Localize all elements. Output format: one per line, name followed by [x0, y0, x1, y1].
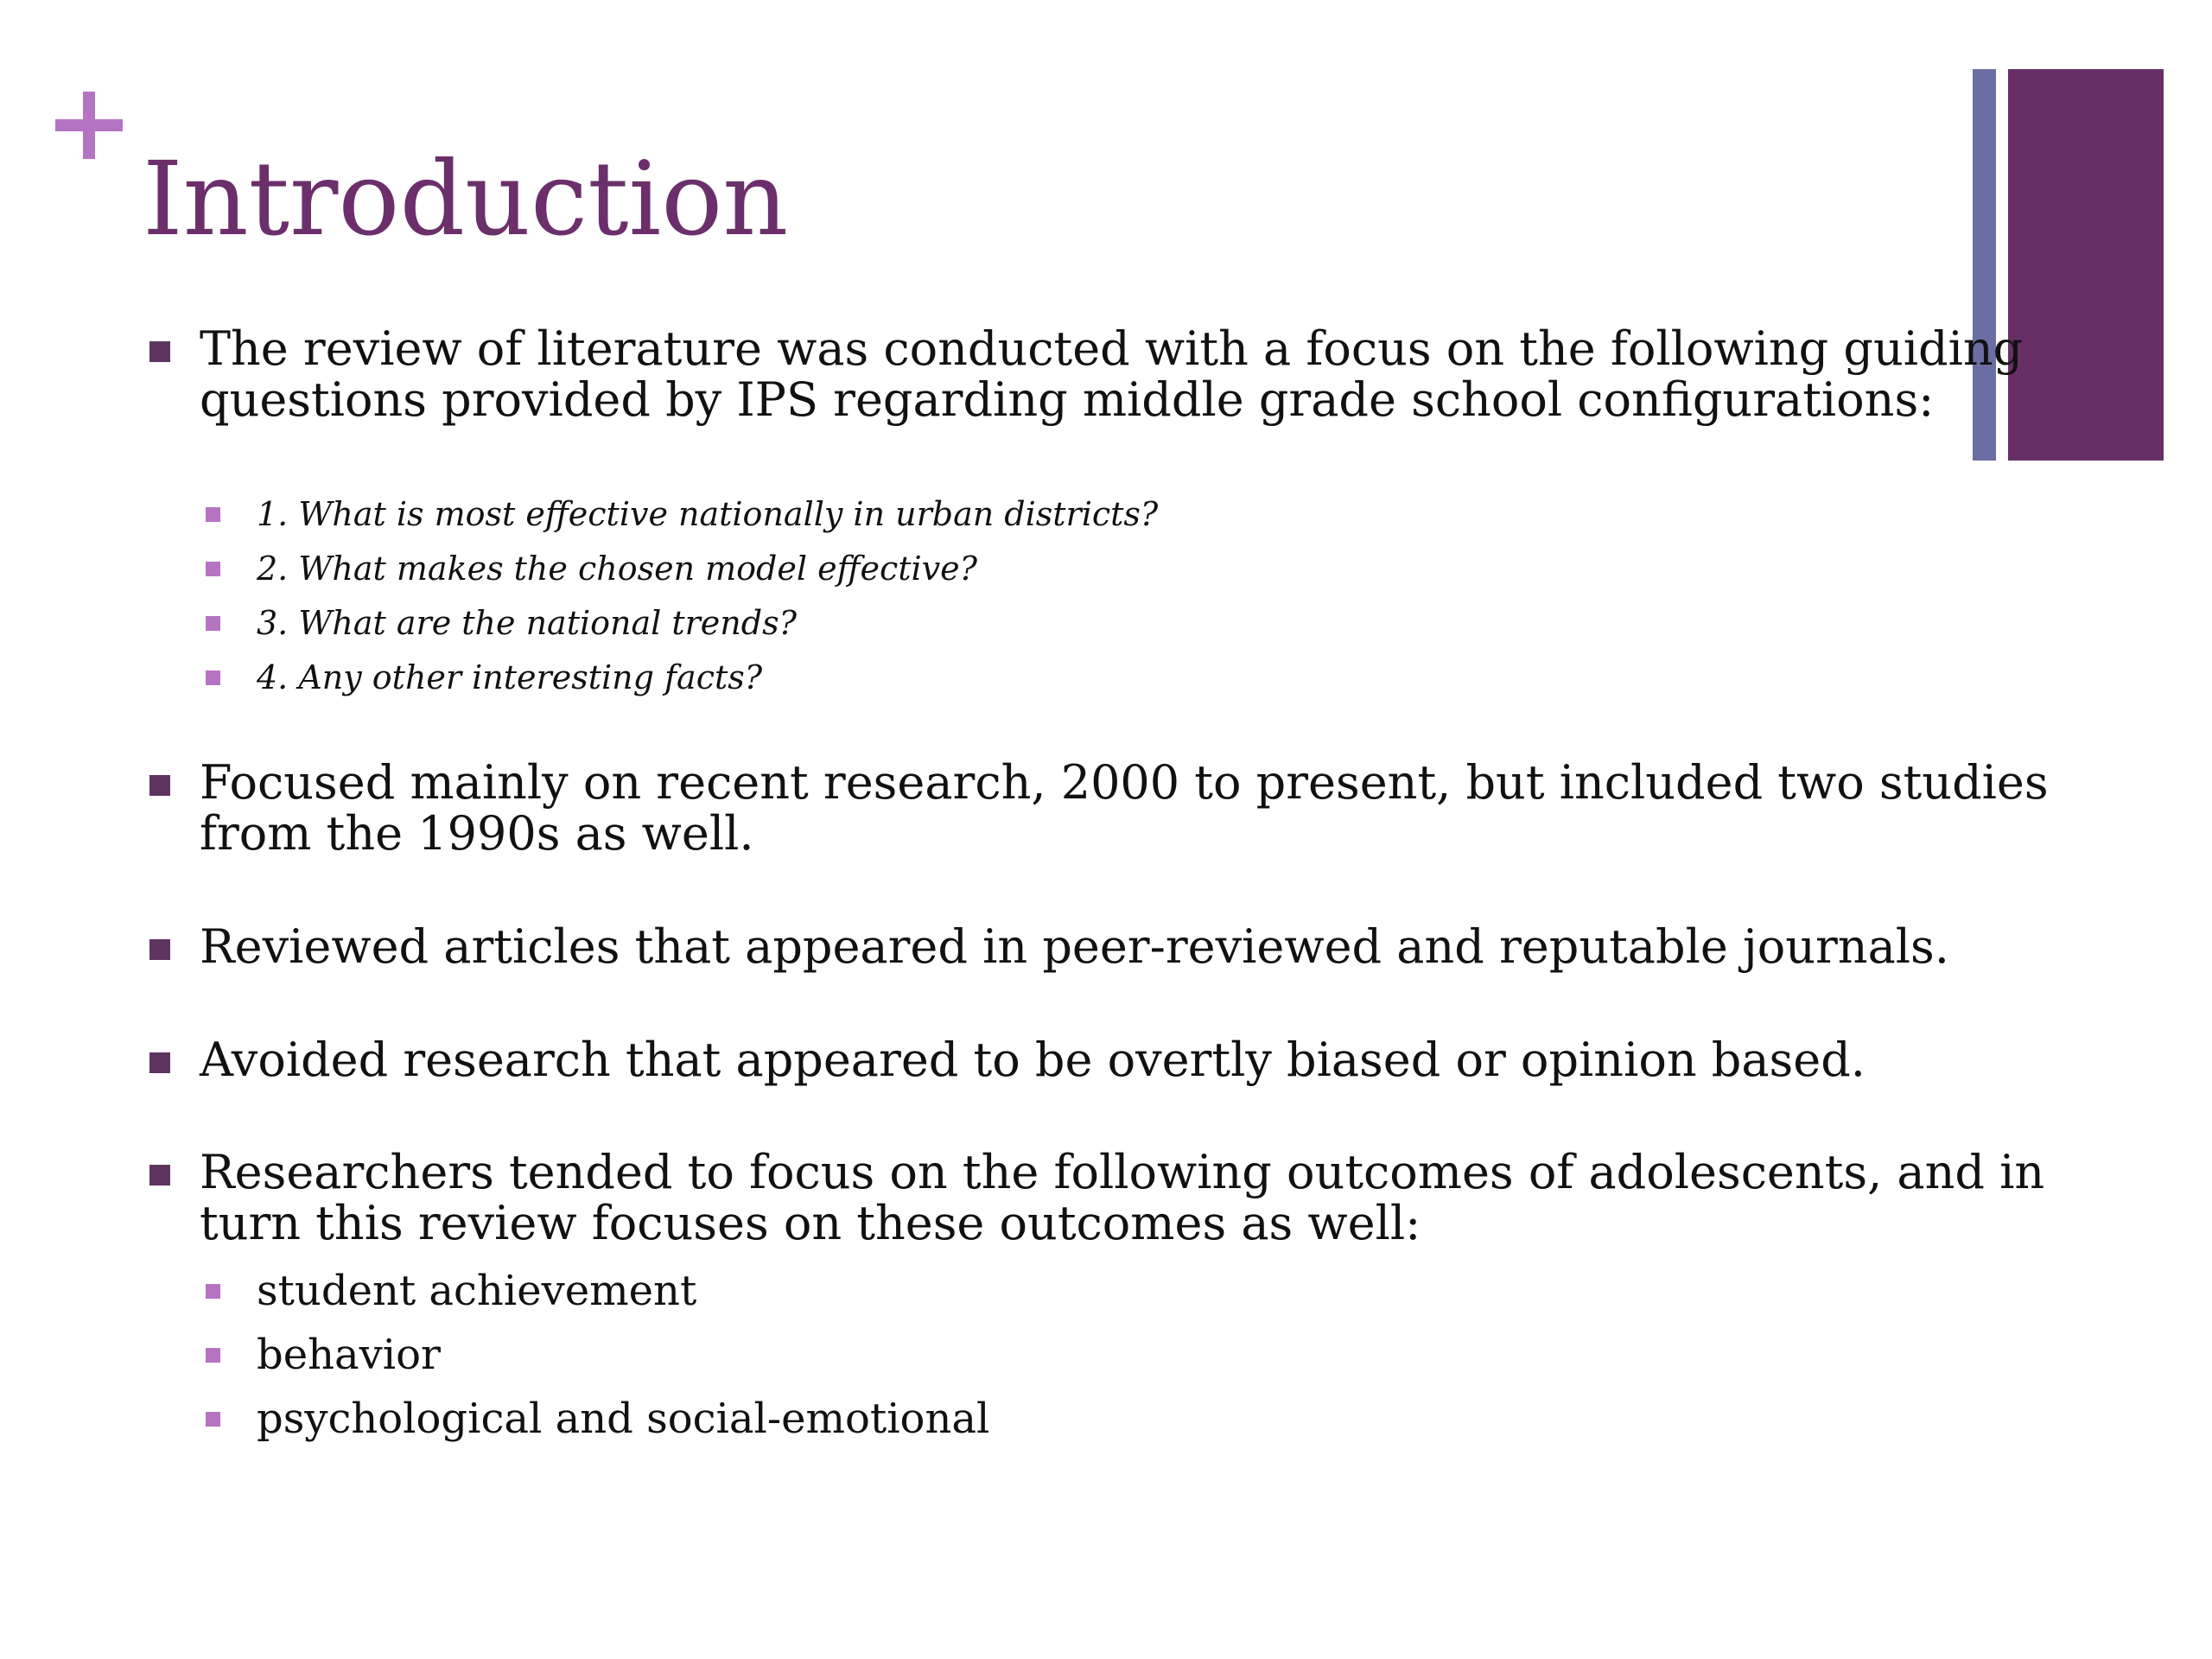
square-sub-bullet-icon: [206, 1412, 220, 1427]
sub-bullet-text: 1. What is most effective nationally in urban districts?: [257, 495, 1159, 533]
square-sub-bullet-icon: [206, 671, 220, 685]
bullet-text: The review of literature was conducted with a focus on the following guiding questions provided by IPS regarding middle grade school configurations:: [200, 321, 2024, 427]
bullet-text: Focused mainly on recent research, 2000 to present, but included two studies from the 1990s as well.: [200, 755, 2049, 861]
sub-bullet-item: [257, 550, 1898, 588]
sub-bullet-item: [257, 604, 1898, 642]
bullet-item: [200, 921, 2057, 972]
sub-bullet-text: behavior: [257, 1331, 441, 1379]
sub-bullet-text: 3. What are the national trends?: [257, 604, 797, 642]
sub-bullet-item: [257, 1267, 1898, 1315]
square-bullet-icon: [149, 341, 170, 362]
square-sub-bullet-icon: [206, 1348, 220, 1363]
bullet-text: Researchers tended to focus on the following outcomes of adolescents, and in turn this review focuses on these outcomes as well:: [200, 1145, 2045, 1250]
bullet-item: [200, 323, 2057, 425]
sub-bullet-text: 4. Any other interesting facts?: [257, 658, 763, 696]
bullet-item: [200, 1034, 2057, 1085]
sub-bullet-item: [257, 658, 1898, 696]
sub-bullet-text: student achievement: [257, 1267, 697, 1315]
square-bullet-icon: [149, 1165, 170, 1185]
sub-bullet-text: psychological and social-emotional: [257, 1395, 990, 1443]
square-bullet-icon: [149, 939, 170, 960]
bullet-item: [200, 757, 2057, 859]
bullet-text: Reviewed articles that appeared in peer-reviewed and reputable journals.: [200, 919, 1949, 974]
square-sub-bullet-icon: [206, 1284, 220, 1299]
square-sub-bullet-icon: [206, 507, 220, 522]
square-sub-bullet-icon: [206, 616, 220, 631]
square-bullet-icon: [149, 1052, 170, 1073]
square-sub-bullet-icon: [206, 562, 220, 576]
sub-bullet-item: [257, 1395, 1898, 1443]
square-bullet-icon: [149, 775, 170, 796]
sub-bullet-item: [257, 1331, 1898, 1379]
bullet-item: [200, 1147, 2057, 1249]
sub-bullet-item: [257, 495, 1898, 533]
slide-title: Introduction: [143, 139, 789, 258]
bullet-text: Avoided research that appeared to be overtly biased or opinion based.: [200, 1033, 1866, 1087]
sub-bullet-text: 2. What makes the chosen model effective?: [257, 550, 978, 588]
